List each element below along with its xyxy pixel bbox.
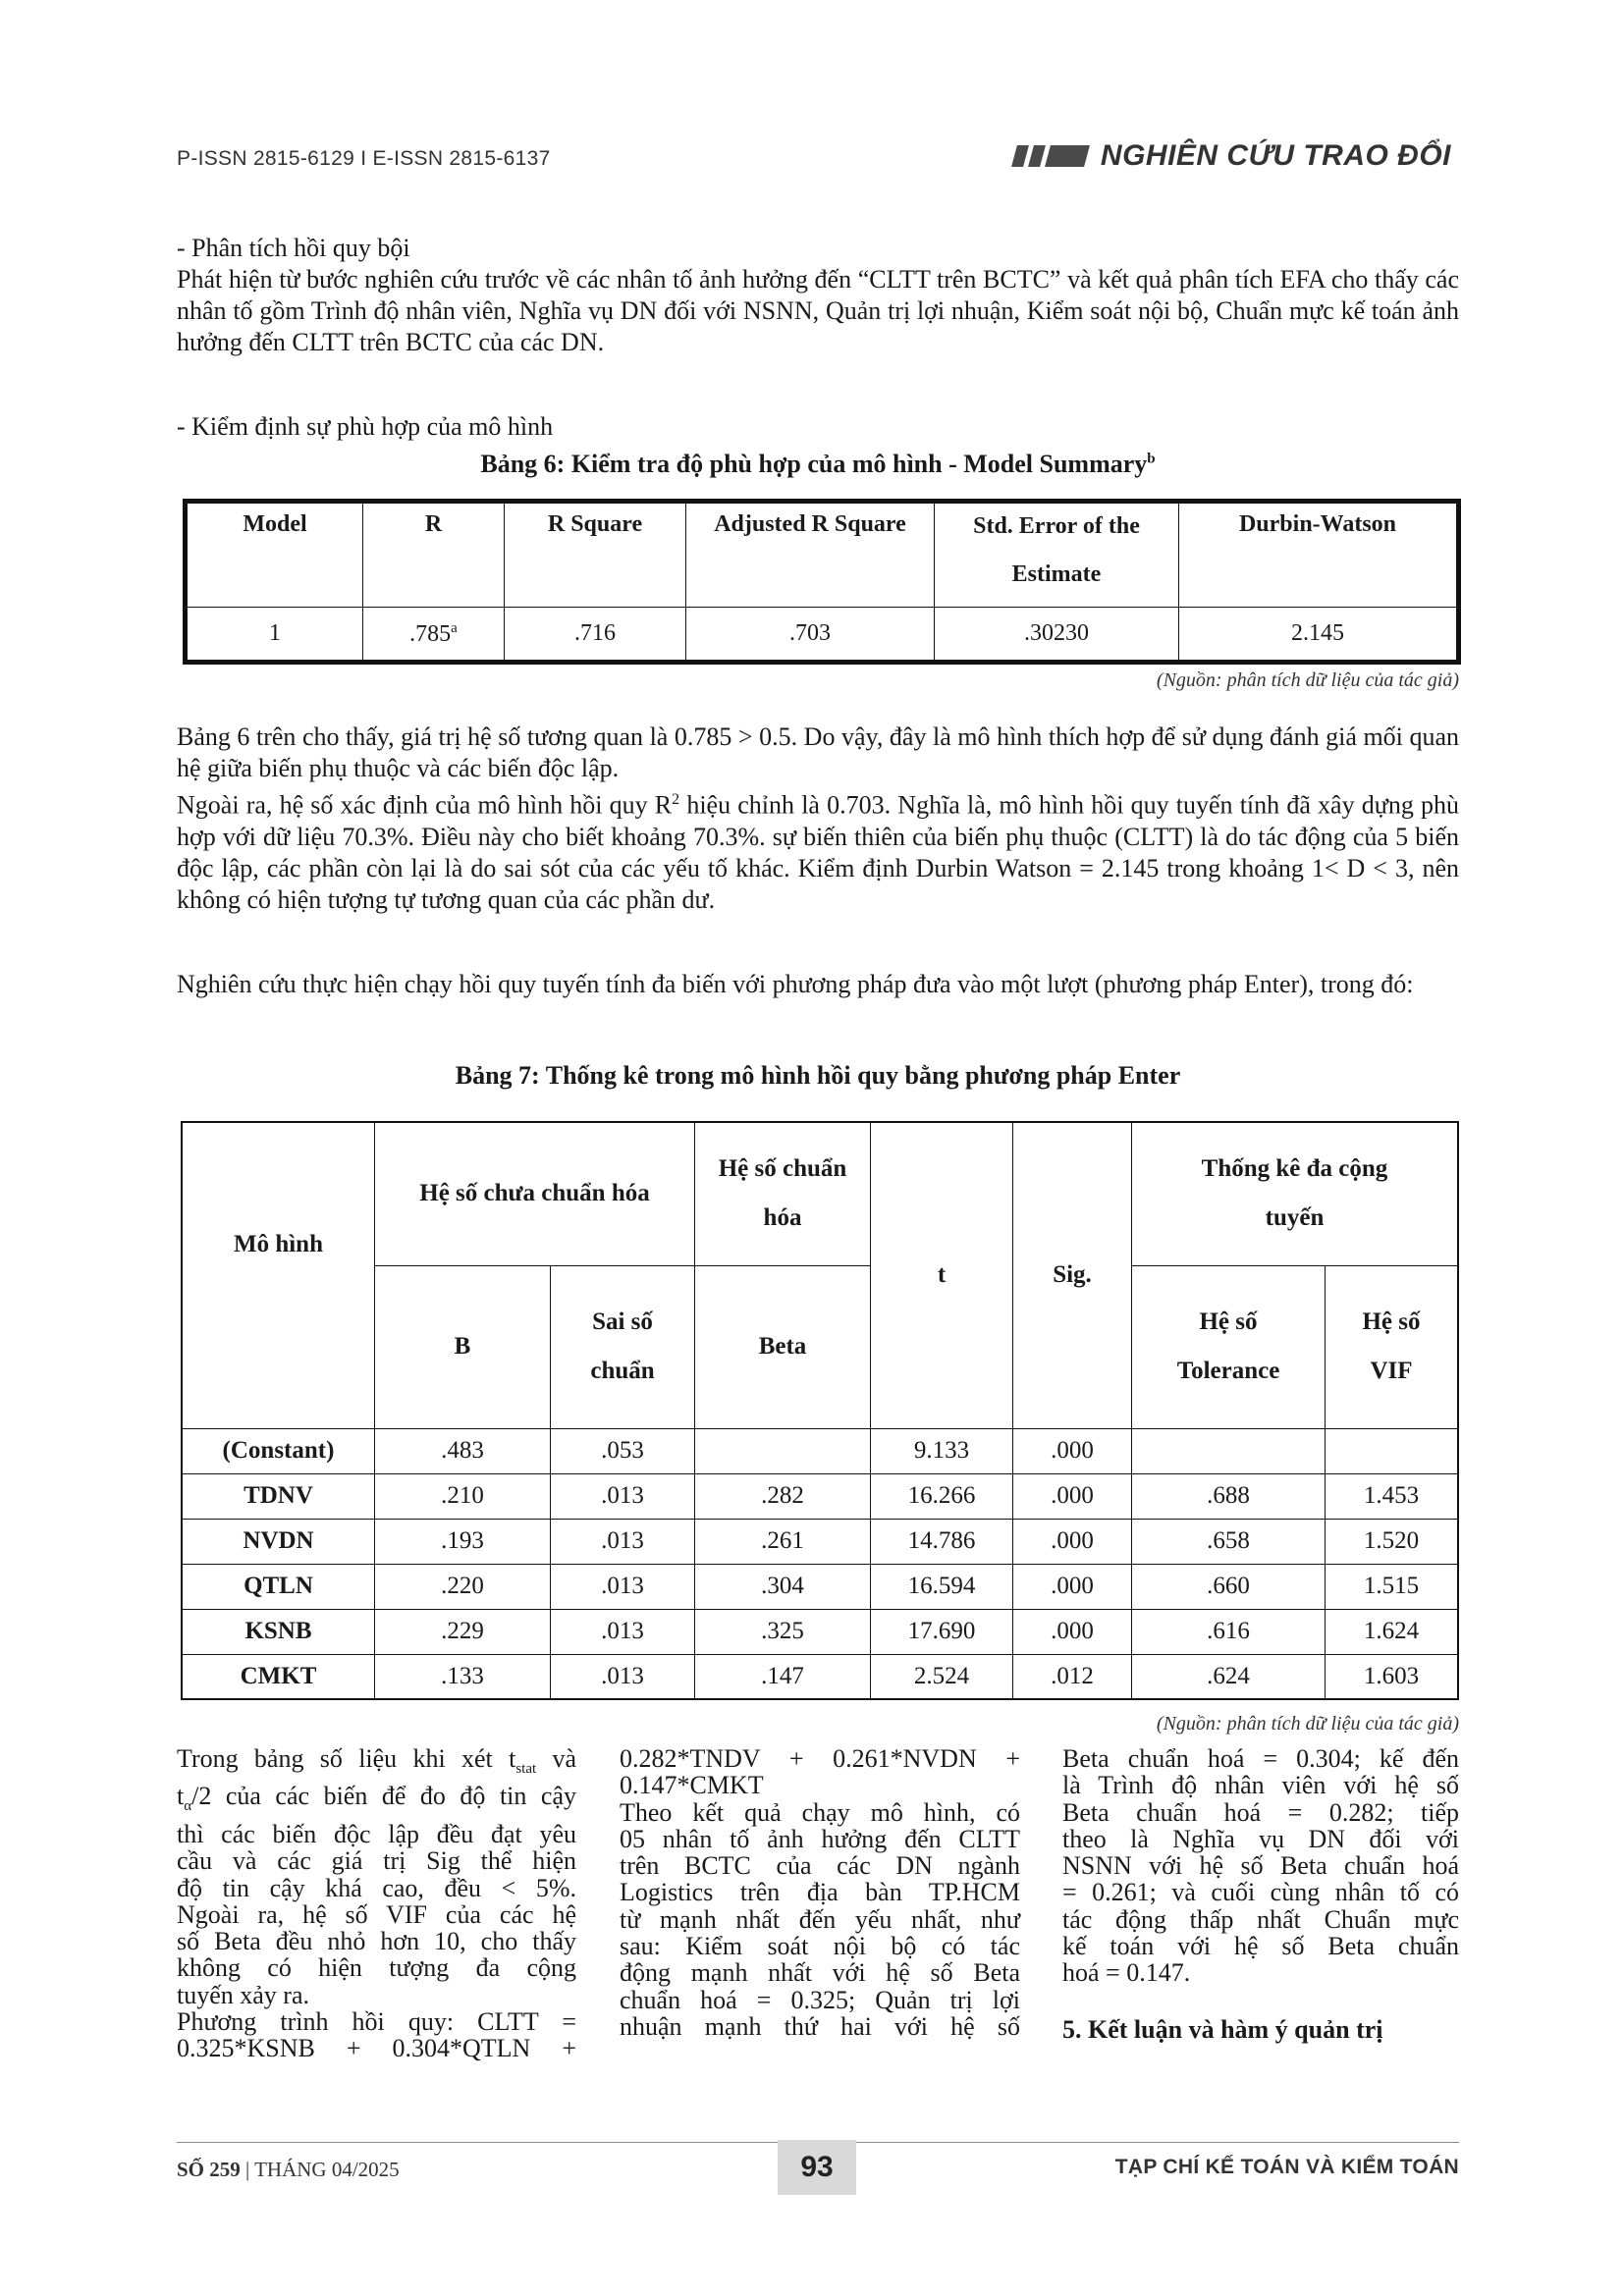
journal-name: TẠP CHÍ KẾ TOÁN VÀ KIỂM TOÁN: [1114, 2156, 1459, 2178]
t7-cell-t: 17.690: [871, 1609, 1013, 1654]
t7-cell-t: 9.133: [871, 1428, 1013, 1473]
table7-regression-stats: [181, 1121, 1459, 1700]
t7-header-beta: Beta: [695, 1265, 871, 1428]
column-line: hoá = 0.147.: [1062, 1958, 1191, 1988]
table-row: [182, 1654, 1458, 1699]
t7-cell-tol: .658: [1132, 1519, 1326, 1564]
t7-cell-vif: 1.515: [1326, 1564, 1459, 1609]
table-row: [182, 1519, 1458, 1564]
t7-cell-b: .483: [375, 1428, 551, 1473]
column-line: độ tin cậy khá cao, đều < 5%.: [177, 1873, 576, 1902]
conclusion-heading: 5. Kết luận và hàm ý quản trị: [1062, 2014, 1383, 2044]
t7-cell-tol: .660: [1132, 1564, 1326, 1609]
column-line: nhuận mạnh thứ hai với hệ số: [620, 2011, 1020, 2041]
table-row: [182, 1473, 1458, 1519]
section-title: NGHIÊN CỨU TRAO ĐỔI: [1100, 139, 1451, 172]
t7-header-tolerance: Hệ số Tolerance: [1132, 1265, 1326, 1428]
section-header: [1014, 139, 1451, 173]
table-row: [182, 1428, 1458, 1473]
column-line: Theo kết quả chạy mô hình, có: [620, 1797, 1020, 1827]
t6-cell-durbin-watson: 2.145: [1179, 608, 1459, 663]
column-line: 0.282*TNDV + 0.261*NVDN +: [620, 1744, 1020, 1773]
analysis-paragraph-2: Ngoài ra, hệ số xác định của mô hình hồi quy $R^2$ hiệu chỉnh là 0.703. Nghĩa là, mô hình hồi quy tuyến tính đã xây dựng phù hợp với dữ liệu 70.3%. Điều này cho biết khoảng 70.3%. sự biến thiên của biến phụ thuộc (CLTT) là do tác động của 5 biến độc lập, các phần còn lại là do sai sót của các yếu tố khác. Kiểm định Durbin Watson = 2.145 trong khoảng 1< D < 3, nên không có hiện tượng tự tương quan của các phần dư.: [177, 790, 1459, 914]
t6-cell-r: .785$^a$: [363, 608, 505, 663]
t6-cell-model: 1: [186, 608, 363, 663]
t6-cell-r-square: .716: [505, 608, 686, 663]
table6-caption: Bảng 6: Kiểm tra độ phù hợp của mô hình - Model Summary$^b$: [480, 450, 1156, 478]
t7-cell-t: 2.524: [871, 1654, 1013, 1699]
column-line: Ngoài ra, hệ số VIF của các hệ: [177, 1899, 576, 1929]
t7-cell-b: .210: [375, 1473, 551, 1519]
t7-header-vif: Hệ số VIF: [1326, 1265, 1459, 1428]
table-row: [182, 1564, 1458, 1609]
column-line: Logistics trên địa bàn TP.HCM: [620, 1878, 1020, 1907]
t7-header-collinearity: Thống kê đa cộng tuyến: [1132, 1122, 1459, 1265]
t7-cell-beta: .282: [695, 1473, 871, 1519]
intro-paragraph: Phát hiện từ bước nghiên cứu trước về các nhân tố ảnh hưởng đến “CLTT trên BCTC” và kết quả phân tích EFA cho thấy các nhân tố gồm Trình độ nhân viên, Nghĩa vụ DN đối với NSNN, Quản trị lợi nhuận, Kiểm soát nội bộ, Chuẩn mực kế toán ảnh hưởng đến CLTT trên BCTC của các DN.: [177, 265, 1459, 356]
t7-cell-t: 16.594: [871, 1564, 1013, 1609]
t7-cell-t: 16.266: [871, 1473, 1013, 1519]
t7-cell-sig: .012: [1013, 1654, 1132, 1699]
t7-header-standardized: Hệ số chuẩn hóa: [695, 1122, 871, 1265]
column-2: [620, 1745, 1020, 2040]
column-line: từ mạnh nhất đến yếu nhất, như: [620, 1904, 1020, 1934]
t7-header-std-error: Sai số chuẩn: [551, 1265, 695, 1428]
column-line: NSNN với hệ số Beta chuẩn hoá: [1062, 1851, 1459, 1881]
column-line: không có hiện tượng đa cộng: [177, 1953, 576, 1983]
column-line: theo là Nghĩa vụ DN đối với: [1062, 1824, 1459, 1853]
t7-cell-tol: .616: [1132, 1609, 1326, 1654]
t7-cell-name: NVDN: [182, 1519, 375, 1564]
t6-cell-std-error: .30230: [935, 608, 1179, 663]
column-1: [177, 1745, 576, 2062]
column-line: chuẩn hoá = 0.325; Quản trị lợi: [620, 1985, 1020, 2014]
t7-cell-se: .013: [551, 1654, 695, 1699]
t7-cell-sig: .000: [1013, 1564, 1132, 1609]
issue-info: SỐ 259 | THÁNG 04/2025: [177, 2158, 400, 2181]
t7-cell-sig: .000: [1013, 1609, 1132, 1654]
table6-model-summary: [183, 499, 1461, 665]
t7-header-unstandardized: Hệ số chưa chuẩn hóa: [375, 1122, 695, 1265]
t7-cell-b: .220: [375, 1564, 551, 1609]
t7-cell-se: .013: [551, 1609, 695, 1654]
column-line: Beta chuẩn hoá = 0.304; kế đến: [1062, 1744, 1459, 1773]
t7-header-sig: Sig.: [1013, 1122, 1132, 1428]
column-line: = 0.261; và cuối cùng nhân tố có: [1062, 1878, 1459, 1907]
t7-cell-beta: [695, 1428, 871, 1473]
t7-cell-vif: 1.624: [1326, 1609, 1459, 1654]
t7-cell-se: .053: [551, 1428, 695, 1473]
column-1-line: Trong bảng số liệu khi xét $t_{stat}$ và: [177, 1744, 576, 1778]
t6-header-durbin-watson: Durbin-Watson: [1179, 502, 1459, 608]
t7-cell-name: (Constant): [182, 1428, 375, 1473]
table6-source: (Nguồn: phân tích dữ liệu của tác giả): [1156, 669, 1459, 691]
t7-cell-vif: 1.453: [1326, 1473, 1459, 1519]
t6-header-r: R: [363, 502, 505, 608]
header-bars-icon: [1014, 145, 1087, 167]
t7-cell-b: .229: [375, 1609, 551, 1654]
column-line: tuyến xảy ra.: [177, 1980, 310, 2009]
bullet-regression: - Phân tích hồi quy bội: [177, 234, 410, 262]
t7-cell-vif: 1.520: [1326, 1519, 1459, 1564]
t7-cell-sig: .000: [1013, 1519, 1132, 1564]
column-line: sau: Kiểm soát nội bộ có tác: [620, 1932, 1020, 1961]
t7-cell-beta: .147: [695, 1654, 871, 1699]
column-line: Phương trình hồi quy: CLTT =: [177, 2007, 576, 2037]
t7-cell-t: 14.786: [871, 1519, 1013, 1564]
page-number: 93: [778, 2140, 856, 2195]
t6-cell-adj-r-square: .703: [686, 608, 935, 663]
column-line: 0.147*CMKT: [620, 1771, 764, 1800]
t7-cell-se: .013: [551, 1473, 695, 1519]
column-line: trên BCTC của các DN ngành: [620, 1851, 1020, 1881]
t7-cell-sig: .000: [1013, 1473, 1132, 1519]
issn-line: P-ISSN 2815-6129 I E-ISSN 2815-6137: [177, 147, 551, 170]
t7-cell-name: QTLN: [182, 1564, 375, 1609]
column-line: là Trình độ nhân viên với hệ số: [1062, 1771, 1459, 1800]
t7-cell-beta: .261: [695, 1519, 871, 1564]
column-line: số Beta đều nhỏ hơn 10, cho thấy: [177, 1927, 576, 1956]
table7-source: (Nguồn: phân tích dữ liệu của tác giả): [1156, 1713, 1459, 1735]
table7-caption: Bảng 7: Thống kê trong mô hình hồi quy bằng phương pháp Enter: [455, 1061, 1181, 1090]
t7-cell-name: KSNB: [182, 1609, 375, 1654]
analysis-paragraph-3: Nghiên cứu thực hiện chạy hồi quy tuyến tính đa biến với phương pháp đưa vào một lượt (phương pháp Enter), trong đó:: [177, 970, 1414, 998]
t7-cell-b: .193: [375, 1519, 551, 1564]
t7-header-t: t: [871, 1122, 1013, 1428]
column-line: Beta chuẩn hoá = 0.282; tiếp: [1062, 1797, 1459, 1827]
column-line: cầu và các giá trị Sig thể hiện: [177, 1846, 576, 1876]
column-line: tác động thấp nhất Chuẩn mực: [1062, 1904, 1459, 1934]
column-3: [1062, 1745, 1459, 2043]
column-line: kế toán với hệ số Beta chuẩn: [1062, 1932, 1459, 1961]
column-line: 0.325*KSNB + 0.304*QTLN +: [177, 2034, 576, 2063]
t7-cell-se: .013: [551, 1519, 695, 1564]
t7-cell-se: .013: [551, 1564, 695, 1609]
t7-header-b: B: [375, 1265, 551, 1428]
table-row: [182, 1609, 1458, 1654]
t7-cell-name: CMKT: [182, 1654, 375, 1699]
t7-cell-beta: .304: [695, 1564, 871, 1609]
t7-cell-sig: .000: [1013, 1428, 1132, 1473]
t7-cell-beta: .325: [695, 1609, 871, 1654]
t7-cell-b: .133: [375, 1654, 551, 1699]
column-line: 05 nhân tố ảnh hưởng đến CLTT: [620, 1824, 1020, 1853]
t6-header-model: Model: [186, 502, 363, 608]
t7-cell-vif: [1326, 1428, 1459, 1473]
t6-header-r-square: R Square: [505, 502, 686, 608]
t6-header-adj-r-square: Adjusted R Square: [686, 502, 935, 608]
column-1-line: $t_\alpha/2$ của các biến để đo độ tin cậy: [177, 1782, 576, 1815]
column-line: động mạnh nhất với hệ số Beta: [620, 1958, 1020, 1988]
t7-header-model: Mô hình: [182, 1122, 375, 1428]
t7-cell-vif: 1.603: [1326, 1654, 1459, 1699]
analysis-paragraph-1: Bảng 6 trên cho thấy, giá trị hệ số tương quan là 0.785 > 0.5. Do vậy, đây là mô hình thích hợp để sử dụng đánh giá mối quan hệ giữa biến phụ thuộc và các biến độc lập.: [177, 722, 1459, 782]
column-line: thì các biến độc lập đều đạt yêu: [177, 1819, 576, 1848]
t7-cell-tol: .688: [1132, 1473, 1326, 1519]
t7-cell-tol: [1132, 1428, 1326, 1473]
t7-cell-tol: .624: [1132, 1654, 1326, 1699]
bullet-model-fit: - Kiểm định sự phù hợp của mô hình: [177, 412, 554, 441]
t6-header-std-error: Std. Error of the Estimate: [935, 502, 1179, 608]
t7-cell-name: TDNV: [182, 1473, 375, 1519]
